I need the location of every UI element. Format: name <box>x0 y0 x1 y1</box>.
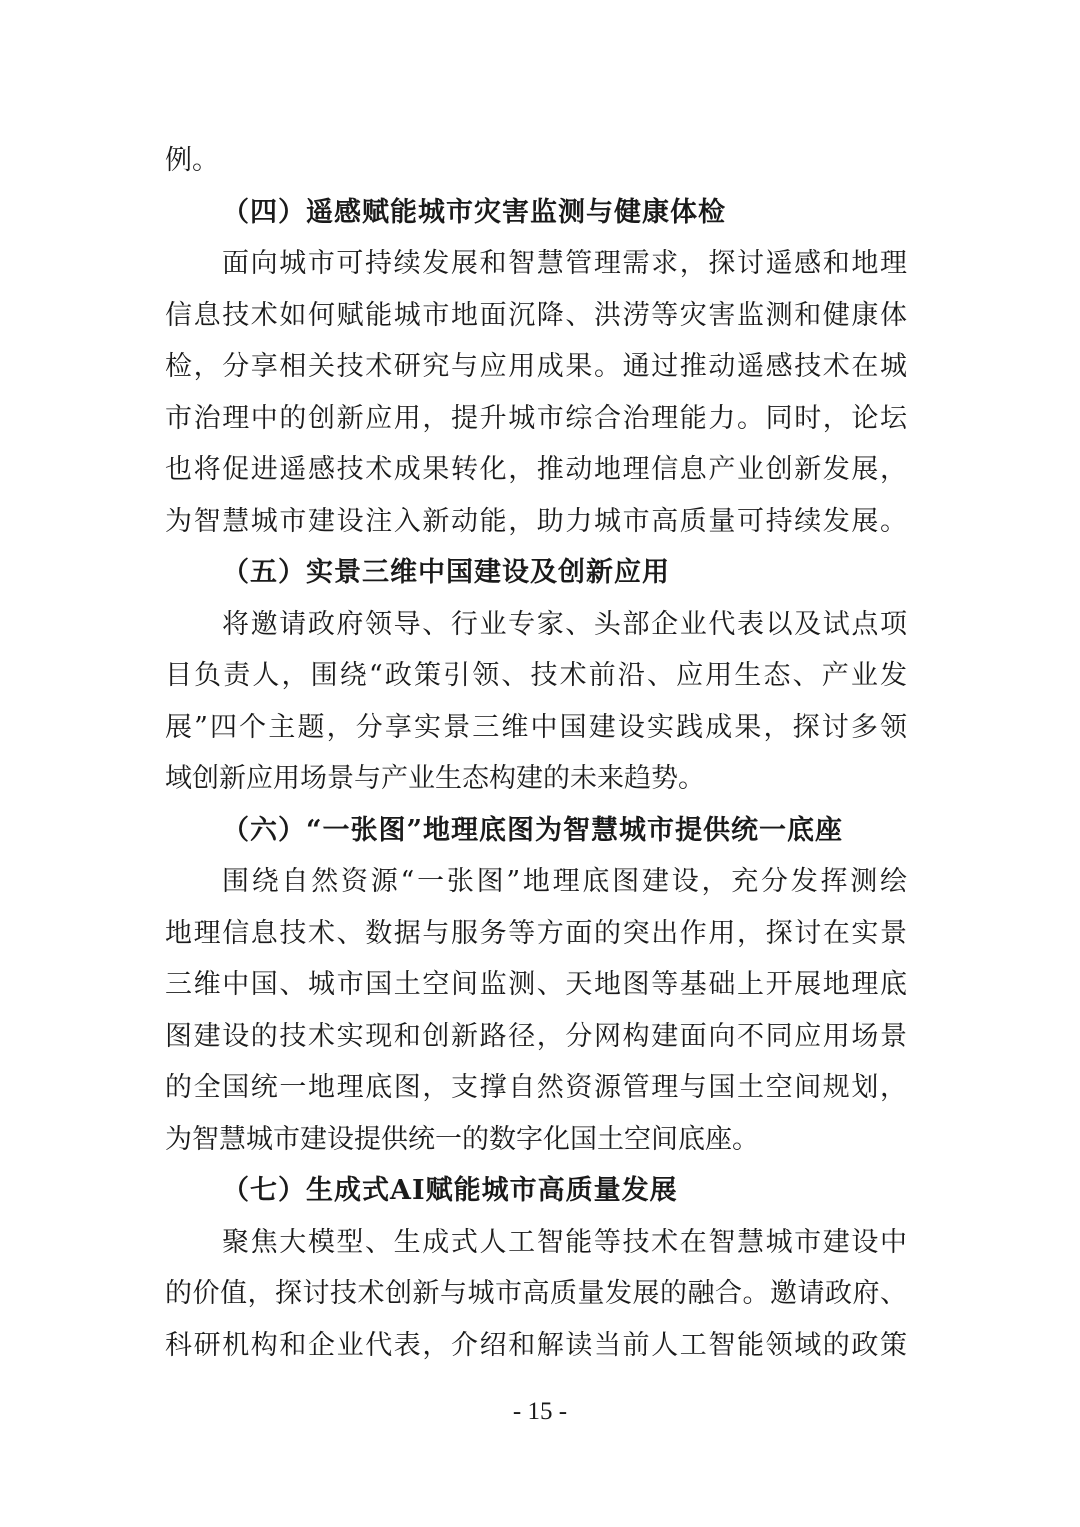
paragraph-line: 地理信息技术、数据与服务等方面的突出作用，探讨在实景 <box>165 917 907 949</box>
paragraph-line: 图建设的技术实现和创新路径，分网构建面向不同应用场景 <box>165 1020 907 1052</box>
section-heading: （六）“一张图”地理底图为智慧城市提供统一底座 <box>222 814 844 846</box>
document-body <box>165 135 907 1371</box>
section-heading: （四）遥感赋能城市灾害监测与健康体检 <box>222 196 726 228</box>
paragraph-line: 例。 <box>165 145 219 176</box>
section-heading: （七）生成式AI赋能城市高质量发展 <box>222 1175 678 1206</box>
paragraph-line: 信息技术如何赋能城市地面沉降、洪涝等灾害监测和健康体 <box>165 299 907 331</box>
paragraph-line: 市治理中的创新应用，提升城市综合治理能力。同时，论坛 <box>165 402 907 434</box>
paragraph-line: 也将促进遥感技术成果转化，推动地理信息产业创新发展， <box>165 454 907 485</box>
paragraph-line: 展”四个主题，分享实景三维中国建设实践成果，探讨多领 <box>165 711 907 743</box>
paragraph-line: 将邀请政府领导、行业专家、头部企业代表以及试点项 <box>222 608 907 640</box>
paragraph-line: 面向城市可持续发展和智慧管理需求，探讨遥感和地理 <box>222 248 907 279</box>
page-number: - 15 - <box>512 1398 568 1425</box>
section-heading: （五）实景三维中国建设及创新应用 <box>222 557 670 588</box>
paragraph-line: 围绕自然资源“一张图”地理底图建设，充分发挥测绘 <box>222 866 907 897</box>
paragraph-line: 为智慧城市建设注入新动能，助力城市高质量可持续发展。 <box>165 505 907 537</box>
paragraph-line: 聚焦大模型、生成式人工智能等技术在智慧城市建设中 <box>222 1226 907 1258</box>
paragraph-line: 目负责人，围绕“政策引领、技术前沿、应用生态、产业发 <box>165 660 907 691</box>
paragraph-line: 为智慧城市建设提供统一的数字化国土空间底座。 <box>165 1123 759 1155</box>
paragraph-line: 三维中国、城市国土空间监测、天地图等基础上开展地理底 <box>165 969 907 1000</box>
paragraph-line: 域创新应用场景与产业生态构建的未来趋势。 <box>165 763 705 794</box>
paragraph-line: 科研机构和企业代表，介绍和解读当前人工智能领域的政策 <box>165 1329 907 1361</box>
paragraph-line: 检，分享相关技术研究与应用成果。通过推动遥感技术在城 <box>165 351 907 382</box>
paragraph-line: 的全国统一地理底图，支撑自然资源管理与国土空间规划， <box>165 1072 907 1103</box>
paragraph-line: 的价值，探讨技术创新与城市高质量发展的融合。邀请政府、 <box>165 1278 907 1309</box>
